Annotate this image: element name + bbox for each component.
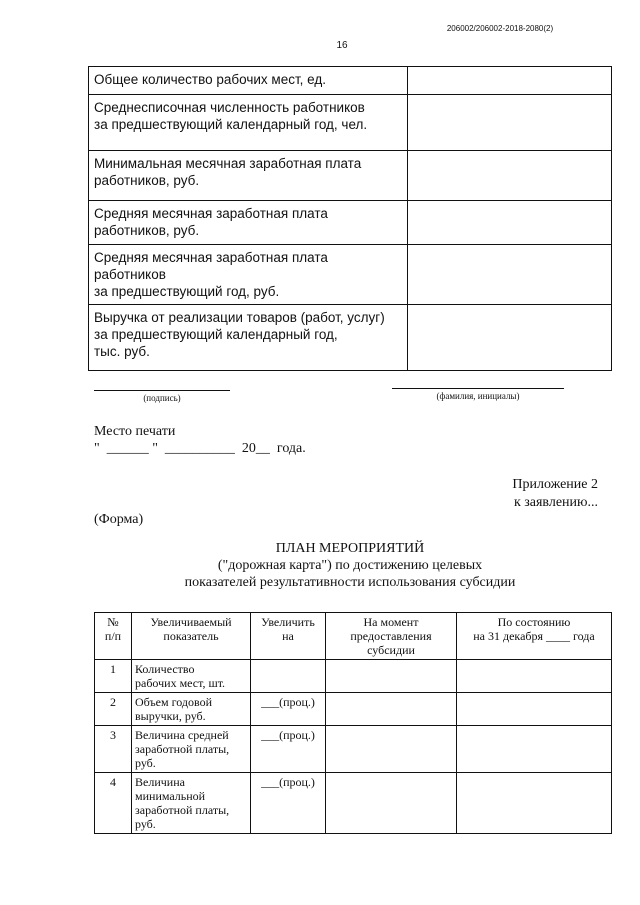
at-grant-cell[interactable]	[326, 693, 457, 726]
col-header-at-grant: На момент предоставления субсидии	[326, 613, 457, 660]
table-row	[89, 201, 612, 245]
row-label: Выручка от реализации товаров (работ, услуг) за предшествующий календарный год, тыс. руб.	[89, 305, 408, 371]
increase-cell[interactable]: ___(проц.)	[251, 693, 326, 726]
table-row	[89, 95, 612, 151]
row-number: 3	[95, 726, 132, 773]
at-grant-cell[interactable]	[326, 773, 457, 834]
page-number: 16	[336, 40, 348, 51]
row-label: Минимальная месячная заработная плата работников, руб.	[89, 151, 408, 201]
row-label: Средняя месячная заработная плата работников за предшествующий год, руб.	[89, 245, 408, 305]
row-number: 2	[95, 693, 132, 726]
col-header-increase: Увеличить на	[251, 613, 326, 660]
table-row	[89, 67, 612, 95]
header-row	[95, 613, 612, 660]
table-row	[95, 693, 612, 726]
row-number: 4	[95, 773, 132, 834]
roadmap-table	[94, 612, 612, 834]
table-row	[89, 305, 612, 371]
plan-heading	[120, 540, 580, 591]
increase-cell[interactable]: ___(проц.)	[251, 773, 326, 834]
name-caption: (фамилия, инициалы)	[436, 391, 520, 401]
appendix-title-line1: Приложение 2	[512, 477, 598, 492]
value-cell[interactable]	[408, 151, 612, 201]
increase-cell[interactable]: ___(проц.)	[251, 726, 326, 773]
row-indicator: Величина минимальной заработной платы, руб.	[132, 773, 251, 834]
col-header-indicator: Увеличиваемый показатель	[132, 613, 251, 660]
value-cell[interactable]	[408, 201, 612, 245]
plan-subtitle-2: показателей результативности использования субсидии	[184, 575, 516, 590]
appendix-title-line2: к заявлению...	[513, 495, 598, 510]
date-line: " ______ " __________ 20__ года.	[94, 441, 306, 456]
appendix-title	[512, 476, 598, 512]
stamp-place-label: Место печати	[94, 424, 176, 439]
value-cell[interactable]	[408, 305, 612, 371]
col-header-as-of: По состоянию на 31 декабря ____ года	[457, 613, 612, 660]
row-label: Средняя месячная заработная плата работников, руб.	[89, 201, 408, 245]
indicators-table	[88, 66, 612, 371]
name-line[interactable]	[392, 388, 564, 389]
as-of-cell[interactable]	[457, 726, 612, 773]
plan-subtitle-1: ("дорожная карта") по достижению целевых	[217, 558, 483, 573]
table-row	[89, 245, 612, 305]
table-row	[95, 726, 612, 773]
increase-cell[interactable]	[251, 660, 326, 693]
row-indicator: Объем годовой выручки, руб.	[132, 693, 251, 726]
at-grant-cell[interactable]	[326, 660, 457, 693]
row-indicator: Величина средней заработной платы, руб.	[132, 726, 251, 773]
form-label: (Форма)	[94, 512, 144, 527]
value-cell[interactable]	[408, 245, 612, 305]
signature-line[interactable]	[94, 390, 230, 391]
row-number: 1	[95, 660, 132, 693]
signature-caption: (подпись)	[143, 393, 181, 403]
plan-title: ПЛАН МЕРОПРИЯТИЙ	[275, 541, 425, 556]
document-code: 206002/206002-2018-2080(2)	[446, 24, 554, 33]
row-label: Среднесписочная численность работников за предшествующий календарный год, чел.	[89, 95, 408, 151]
col-header-num: № п/п	[95, 613, 132, 660]
row-label: Общее количество рабочих мест, ед.	[89, 67, 408, 95]
as-of-cell[interactable]	[457, 773, 612, 834]
at-grant-cell[interactable]	[326, 726, 457, 773]
table-row	[95, 773, 612, 834]
table-row	[95, 660, 612, 693]
as-of-cell[interactable]	[457, 693, 612, 726]
value-cell[interactable]	[408, 67, 612, 95]
table-row	[89, 151, 612, 201]
value-cell[interactable]	[408, 95, 612, 151]
row-indicator: Количество рабочих мест, шт.	[132, 660, 251, 693]
as-of-cell[interactable]	[457, 660, 612, 693]
